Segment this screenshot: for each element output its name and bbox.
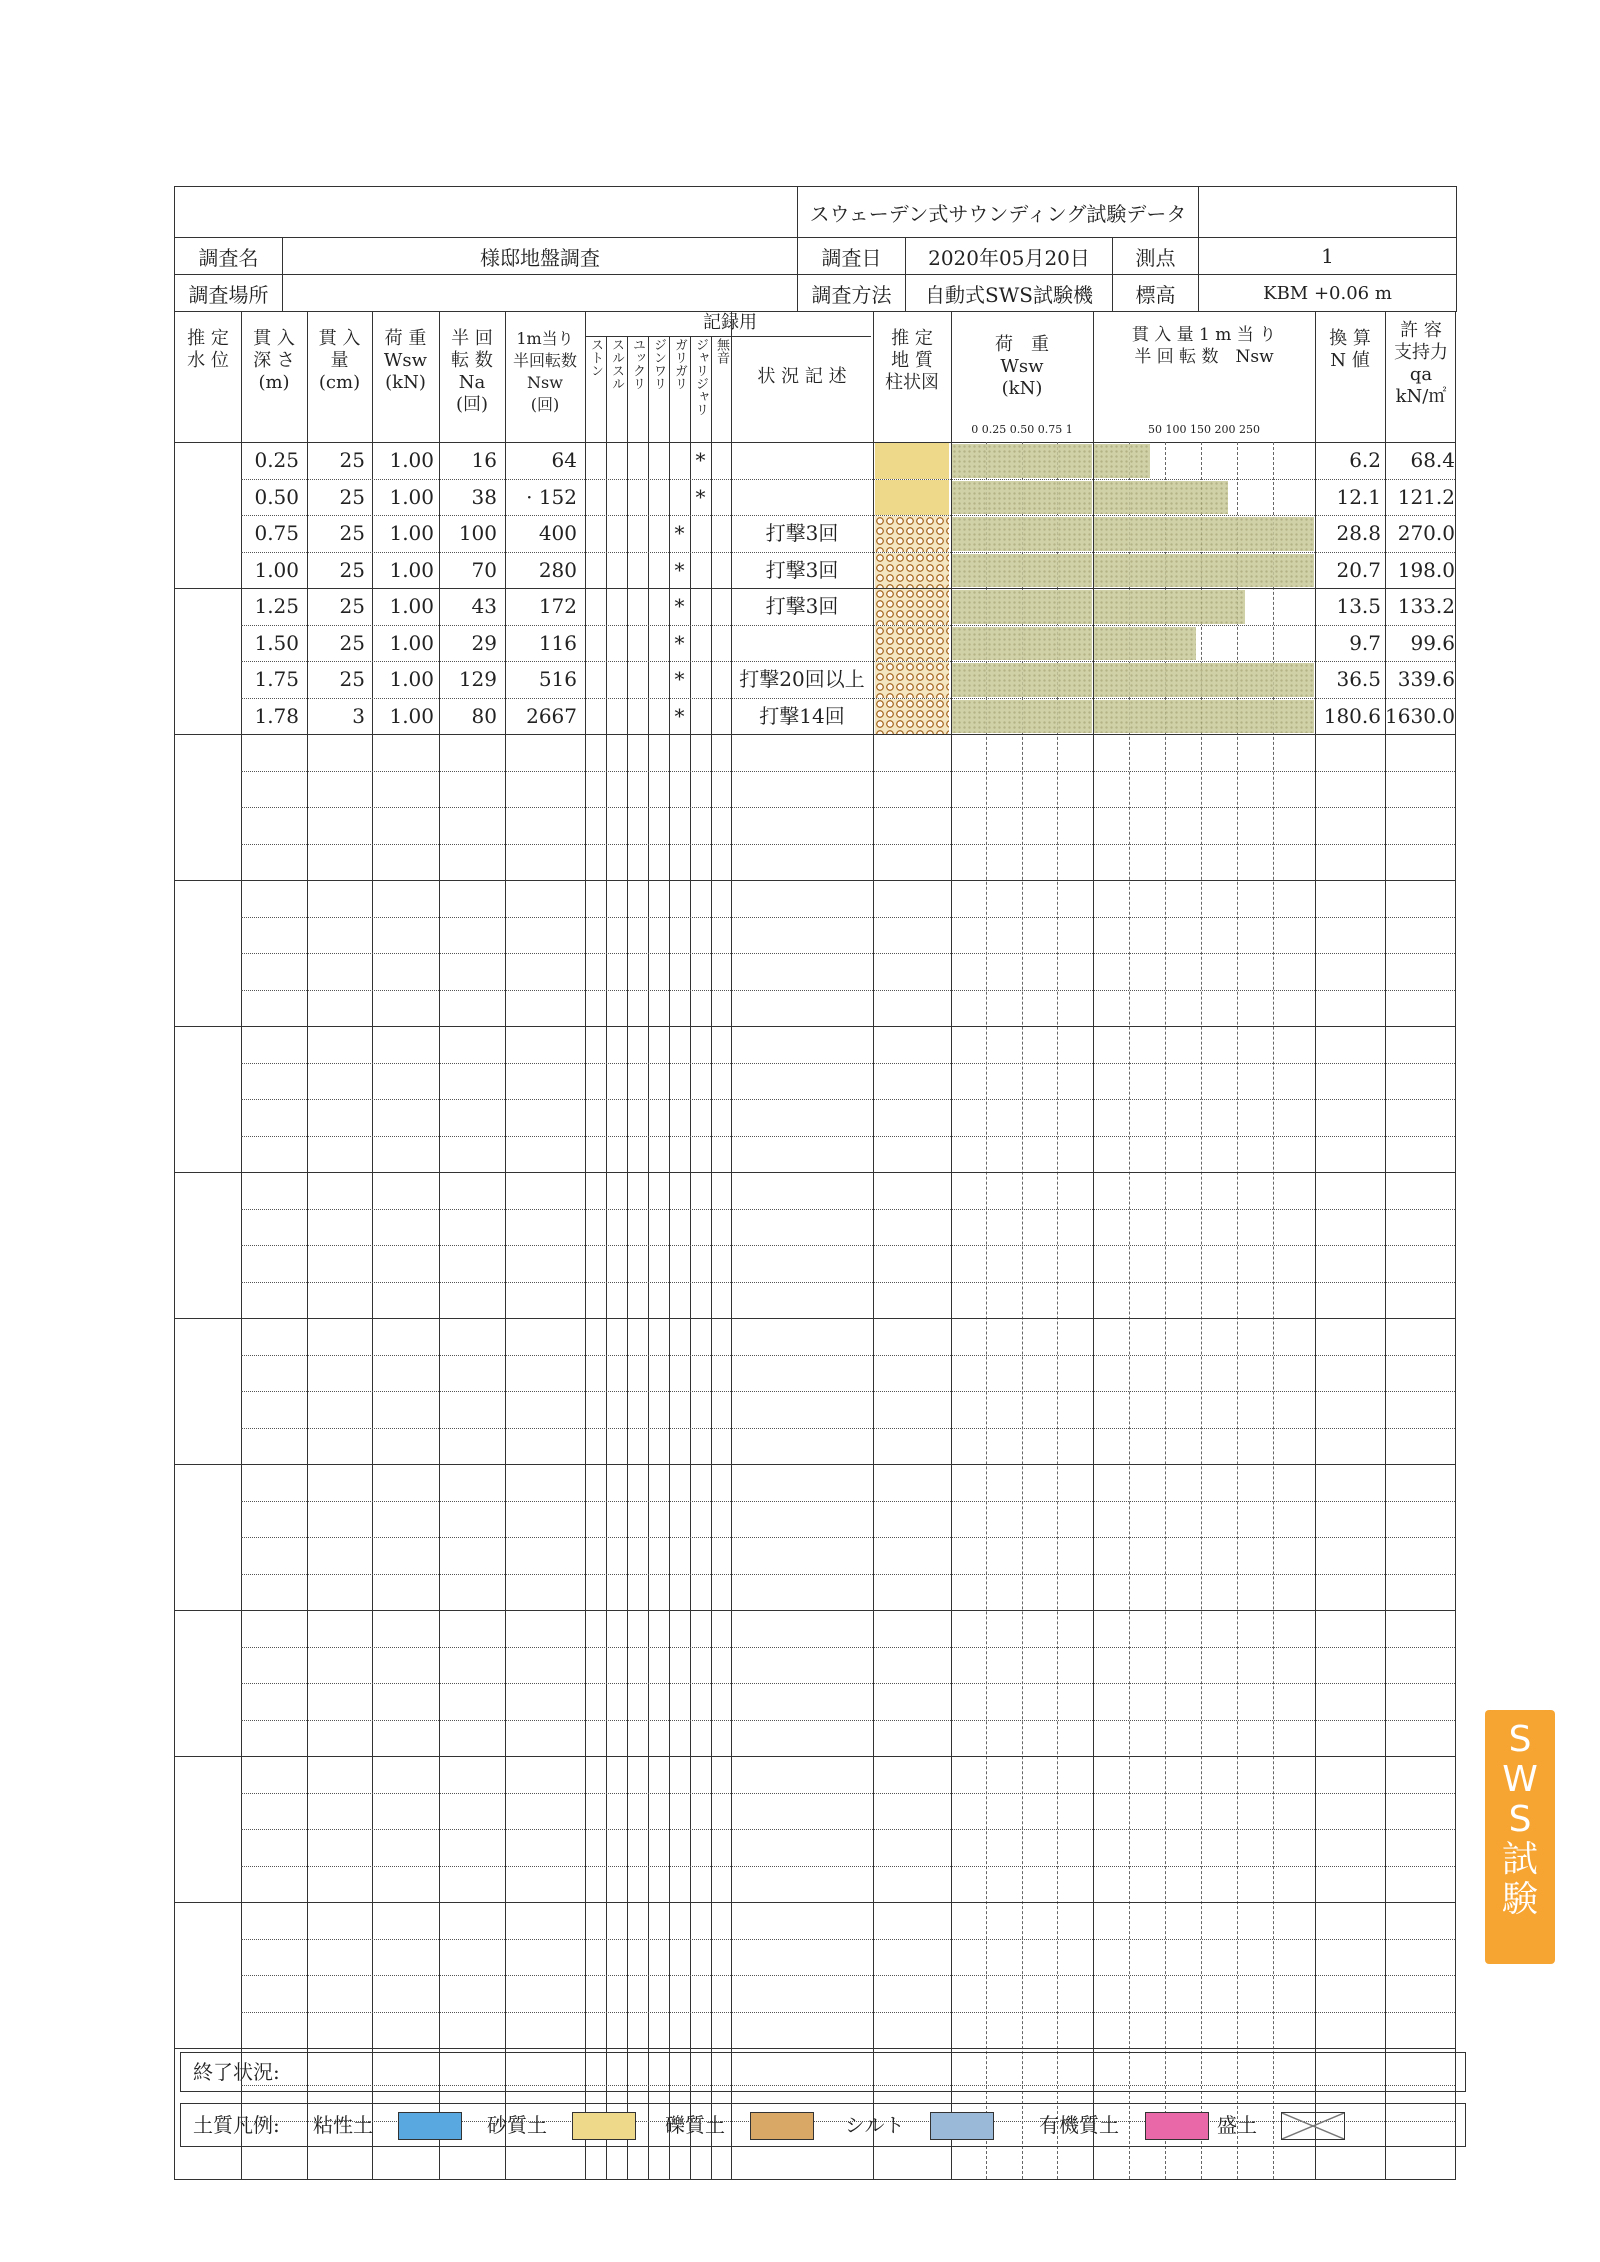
record-mark: * xyxy=(674,667,685,691)
elevation-value: KBM +0.06 m xyxy=(1199,275,1457,312)
row-line xyxy=(175,2048,1455,2049)
records-group-line xyxy=(585,336,871,337)
sws-side-tab xyxy=(1485,1710,1555,1964)
load-cell: 1.00 xyxy=(389,630,434,655)
record-mark: * xyxy=(674,630,685,655)
soil-column-cell xyxy=(875,480,949,516)
location-value xyxy=(283,275,798,312)
row-line xyxy=(175,1318,1455,1319)
side-tab-char: S xyxy=(1508,1799,1532,1840)
header-load-text: 荷 重 Wsw (kN) xyxy=(383,328,428,393)
row-line-dotted xyxy=(241,917,1455,918)
row-line-dotted xyxy=(241,990,1455,991)
method-value: 自動式SWS試験機 xyxy=(906,275,1113,312)
bearing-cell: 99.6 xyxy=(1410,630,1455,655)
load-cell: 1.00 xyxy=(389,703,434,728)
row-line-dotted xyxy=(241,1537,1455,1538)
bearing-cell: 1630.0 xyxy=(1385,703,1455,728)
header-table xyxy=(174,186,1457,312)
end-status xyxy=(180,2052,1466,2092)
header-bearing xyxy=(1385,312,1457,450)
header-penetration xyxy=(307,312,372,458)
penetration-cell: 25 xyxy=(339,484,365,509)
header-bearing-text: 許 容 支持力 qa kN/㎡ xyxy=(1394,320,1448,407)
record-header-4: ガリガリ xyxy=(672,338,687,390)
load-bar xyxy=(952,700,1092,734)
header-penetration-text: 貫 入 量 (cm) xyxy=(318,328,361,393)
record-header-5: ジャリジャリ xyxy=(693,338,708,416)
half-turns-cell: 38 xyxy=(471,484,497,509)
nsw-cell: 400 xyxy=(538,521,577,545)
soil-legend xyxy=(180,2103,1466,2147)
load-cell: 1.00 xyxy=(389,667,434,691)
half-turns-cell: 129 xyxy=(458,667,497,691)
location-label: 調査場所 xyxy=(175,275,283,312)
header-soil-column-text: 推 定 地 質 柱状図 xyxy=(885,328,939,393)
record-mark: * xyxy=(674,594,685,618)
record-header-0: ストン xyxy=(588,338,603,377)
nsw-cell: 2667 xyxy=(526,703,577,728)
side-tab-char: S xyxy=(1508,1719,1532,1760)
legend-item-label: 礫質土 xyxy=(665,2113,725,2137)
row-line-dotted xyxy=(241,1793,1455,1794)
row-line-dotted xyxy=(241,1720,1455,1721)
n-value-cell: 6.2 xyxy=(1349,448,1381,472)
n-value-cell: 12.1 xyxy=(1336,484,1381,509)
half-turns-cell: 70 xyxy=(471,557,497,582)
load-graph-ticks: 0 0.25 0.50 0.75 1 xyxy=(971,423,1073,436)
soil-column-cell xyxy=(875,443,949,479)
half-turns-cell: 100 xyxy=(458,521,497,545)
nsw-cell: 64 xyxy=(551,448,577,472)
nsw-bar xyxy=(1094,663,1314,697)
header-records-group: 記録用 xyxy=(703,312,757,333)
row-line xyxy=(175,880,1455,881)
load-cell: 1.00 xyxy=(389,448,434,472)
load-bar xyxy=(952,663,1092,697)
survey-date-value: 2020年05月20日 xyxy=(906,238,1113,275)
header-nsw xyxy=(505,312,585,458)
row-line-dotted xyxy=(241,2012,1455,2013)
header-water-level xyxy=(175,312,241,458)
depth-cell: 1.00 xyxy=(254,557,299,582)
load-bar xyxy=(952,590,1092,624)
row-line-dotted xyxy=(241,807,1455,808)
row-line-dotted xyxy=(241,1683,1455,1684)
soil-column-cell xyxy=(875,626,949,662)
data-grid xyxy=(174,312,1456,2180)
record-mark: * xyxy=(695,448,706,472)
nsw-cell: 280 xyxy=(538,557,577,582)
depth-cell: 0.25 xyxy=(254,448,299,472)
load-bar xyxy=(952,444,1092,478)
nsw-cell: 116 xyxy=(538,630,577,655)
sws-side-tab-text xyxy=(1485,1720,1555,1920)
row-line xyxy=(175,1756,1455,1757)
half-turns-cell: 43 xyxy=(471,594,497,618)
legend-item-label: 盛土 xyxy=(1217,2113,1257,2137)
survey-name-label: 調査名 xyxy=(175,238,283,275)
half-turns-cell: 29 xyxy=(471,630,497,655)
nsw-bar xyxy=(1094,554,1314,588)
n-value-cell: 36.5 xyxy=(1336,667,1381,691)
header-depth xyxy=(241,312,307,458)
bearing-cell: 339.6 xyxy=(1397,667,1455,691)
situation-cell: 打撃3回 xyxy=(765,557,839,582)
side-tab-char: W xyxy=(1502,1759,1538,1800)
legend-item-label: 有機質土 xyxy=(1039,2113,1119,2137)
load-cell: 1.00 xyxy=(389,594,434,618)
n-value-cell: 20.7 xyxy=(1336,557,1381,582)
penetration-cell: 25 xyxy=(339,448,365,472)
soil-column-cell xyxy=(875,589,949,625)
situation-cell xyxy=(731,479,873,515)
row-line-dotted xyxy=(241,1939,1455,1940)
record-mark: * xyxy=(674,521,685,545)
record-header-6: 無音 xyxy=(714,338,729,364)
legend-label: 土質凡例: xyxy=(193,2113,280,2137)
row-line-dotted xyxy=(241,1574,1455,1575)
depth-cell: 1.25 xyxy=(254,594,299,618)
page-title: スウェーデン式サウンディング試験データ xyxy=(798,187,1199,238)
depth-cell: 0.50 xyxy=(254,484,299,509)
survey-name-value: 様邸地盤調査 xyxy=(283,238,798,275)
row-line-dotted xyxy=(241,1428,1455,1429)
load-bar xyxy=(952,517,1092,551)
n-value-cell: 13.5 xyxy=(1336,594,1381,618)
method-label: 調査方法 xyxy=(798,275,906,312)
depth-cell: 0.75 xyxy=(254,521,299,545)
record-mark: * xyxy=(674,703,685,728)
row-line xyxy=(175,1464,1455,1465)
load-cell: 1.00 xyxy=(389,557,434,582)
nsw-graph-ticks: 50 100 150 200 250 xyxy=(1148,423,1260,436)
row-line-dotted xyxy=(241,1063,1455,1064)
n-value-cell: 180.6 xyxy=(1323,703,1381,728)
row-line-dotted xyxy=(241,1282,1455,1283)
point-label: 測点 xyxy=(1113,238,1199,275)
legend-swatch xyxy=(1281,2112,1345,2140)
row-line-dotted xyxy=(241,844,1455,845)
bearing-cell: 121.2 xyxy=(1397,484,1455,509)
header-situation: 状 況 記 述 xyxy=(757,366,847,387)
header-soil-column xyxy=(873,312,951,458)
header-half-turns xyxy=(439,312,505,458)
bearing-cell: 133.2 xyxy=(1397,594,1455,618)
penetration-cell: 25 xyxy=(339,630,365,655)
situation-cell: 打撃20回以上 xyxy=(739,667,865,691)
row-line xyxy=(175,1026,1455,1027)
depth-cell: 1.78 xyxy=(254,703,299,728)
load-bar xyxy=(952,481,1092,515)
nsw-bar xyxy=(1094,444,1150,478)
end-status-label: 終了状況: xyxy=(193,2060,280,2084)
row-line-dotted xyxy=(241,1866,1455,1867)
side-tab-char: 試 xyxy=(1501,1839,1538,1880)
penetration-cell: 25 xyxy=(339,667,365,691)
half-turns-cell: 16 xyxy=(471,448,497,472)
nsw-cell: 516 xyxy=(538,667,577,691)
side-tab-char: 験 xyxy=(1501,1879,1538,1920)
header-half-turns-text: 半 回 転 数 Na (回) xyxy=(451,328,493,415)
penetration-cell: 3 xyxy=(352,703,365,728)
load-cell: 1.00 xyxy=(389,484,434,509)
header-nsw-text: 1m当り 半回転数 Nsw (回) xyxy=(512,329,577,414)
nsw-bar xyxy=(1094,627,1196,661)
situation-cell xyxy=(731,625,873,661)
nsw-bar xyxy=(1094,481,1228,515)
half-turns-cell: 80 xyxy=(471,703,497,728)
situation-cell xyxy=(731,442,873,478)
record-mark: * xyxy=(674,557,685,582)
row-line xyxy=(175,734,1455,735)
legend-item-label: 粘性土 xyxy=(313,2113,373,2137)
legend-swatch xyxy=(750,2112,814,2140)
record-header-3: ジンワリ xyxy=(651,338,666,390)
load-bar xyxy=(952,627,1092,661)
header-n-value xyxy=(1315,312,1385,458)
penetration-cell: 25 xyxy=(339,521,365,545)
penetration-cell: 25 xyxy=(339,557,365,582)
situation-cell: 打撃3回 xyxy=(765,594,839,618)
header-n-value-text: 換 算 N 値 xyxy=(1329,328,1371,371)
row-line-dotted xyxy=(241,1099,1455,1100)
header-load xyxy=(372,312,439,458)
header-load-graph-text: 荷 重 Wsw (kN) xyxy=(995,334,1049,399)
row-line xyxy=(175,1172,1455,1173)
legend-item-label: 砂質土 xyxy=(487,2113,547,2137)
nsw-bar xyxy=(1094,517,1314,551)
row-line-dotted xyxy=(241,1209,1455,1210)
depth-cell: 1.50 xyxy=(254,630,299,655)
point-value: 1 xyxy=(1199,238,1457,275)
bearing-cell: 270.0 xyxy=(1397,521,1455,545)
record-header-1: スルスル xyxy=(609,338,624,390)
situation-cell: 打撃3回 xyxy=(765,521,839,545)
header-depth-text: 貫 入 深 さ (m) xyxy=(253,328,295,393)
header-nsw-graph-text: 貫 入 量 1 m 当 り 半 回 転 数 Nsw xyxy=(1131,325,1277,367)
nsw-bar xyxy=(1094,700,1314,734)
row-line xyxy=(175,1902,1455,1903)
row-line-dotted xyxy=(241,1245,1455,1246)
row-line-dotted xyxy=(241,1975,1455,1976)
n-value-cell: 9.7 xyxy=(1349,630,1381,655)
survey-date-label: 調査日 xyxy=(798,238,906,275)
penetration-cell: 25 xyxy=(339,594,365,618)
row-line xyxy=(175,1610,1455,1611)
soil-column-cell xyxy=(875,662,949,698)
soil-column-cell xyxy=(875,553,949,589)
row-line-dotted xyxy=(241,953,1455,954)
situation-cell: 打撃14回 xyxy=(759,703,845,728)
soil-column-cell xyxy=(875,516,949,552)
row-line-dotted xyxy=(241,1501,1455,1502)
legend-swatch xyxy=(572,2112,636,2140)
depth-cell: 1.75 xyxy=(254,667,299,691)
legend-item-label: シルト xyxy=(845,2113,905,2137)
header-water-level-text: 推 定 水 位 xyxy=(187,328,229,371)
n-value-cell: 28.8 xyxy=(1336,521,1381,545)
legend-swatch xyxy=(930,2112,994,2140)
nsw-cell: · 152 xyxy=(526,484,577,509)
bearing-cell: 198.0 xyxy=(1397,557,1455,582)
row-line-dotted xyxy=(241,771,1455,772)
load-cell: 1.00 xyxy=(389,521,434,545)
row-line-dotted xyxy=(241,1355,1455,1356)
legend-swatch xyxy=(398,2112,462,2140)
row-line-dotted xyxy=(241,1391,1455,1392)
load-bar xyxy=(952,554,1092,588)
record-header-2: ユックリ xyxy=(630,338,645,390)
row-line-dotted xyxy=(241,1136,1455,1137)
row-line-dotted xyxy=(241,1647,1455,1648)
row-line-dotted xyxy=(241,1829,1455,1830)
nsw-cell: 172 xyxy=(538,594,577,618)
soil-column-cell xyxy=(875,699,949,735)
elevation-label: 標高 xyxy=(1113,275,1199,312)
legend-swatch xyxy=(1145,2112,1209,2140)
record-mark: * xyxy=(695,484,706,509)
nsw-bar xyxy=(1094,590,1245,624)
bearing-cell: 68.4 xyxy=(1410,448,1455,472)
